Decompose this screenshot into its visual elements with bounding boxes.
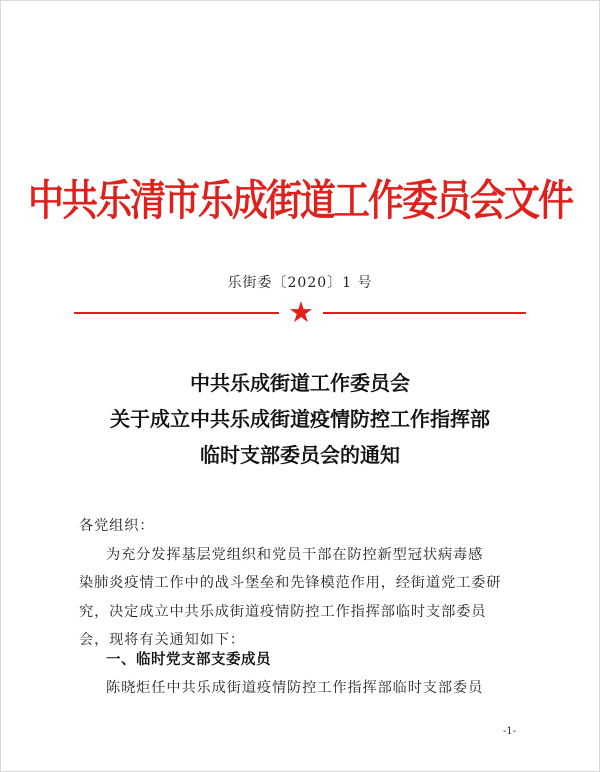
body-line-1: 为充分发挥基层党组织和党员干部在防控新型冠状病毒感 xyxy=(106,547,484,563)
notice-title-line-2: 关于成立中共乐成街道疫情防控工作指挥部 xyxy=(110,407,490,431)
body-line-4: 会，现将有关通知如下： xyxy=(79,632,245,648)
red-header-title: 中共乐清市乐成街道工作委员会文件 xyxy=(27,176,572,226)
divider-line-right xyxy=(323,312,526,314)
header-divider xyxy=(74,295,526,329)
body-line-3: 究，决定成立中共乐成街道疫情防控工作指挥部临时支部委员 xyxy=(79,604,487,620)
section-heading: 一、临时党支部支委成员 xyxy=(106,652,271,668)
body-line-2: 染肺炎疫情工作中的战斗堡垒和先锋模范作用，经街道党工委研 xyxy=(79,575,502,591)
red-star-icon: ★ xyxy=(288,295,314,329)
divider-line-left xyxy=(74,312,279,314)
section-body-line: 陈晓炬任中共乐成街道疫情防控工作指挥部临时支部委员 xyxy=(106,680,484,696)
page-number: -1- xyxy=(503,726,517,737)
document-number: 乐街委〔2020〕1 号 xyxy=(227,275,373,291)
notice-title-line-3: 临时支部委员会的通知 xyxy=(200,443,400,467)
salutation: 各党组织： xyxy=(79,518,155,534)
notice-title-line-1: 中共乐成街道工作委员会 xyxy=(190,371,410,395)
